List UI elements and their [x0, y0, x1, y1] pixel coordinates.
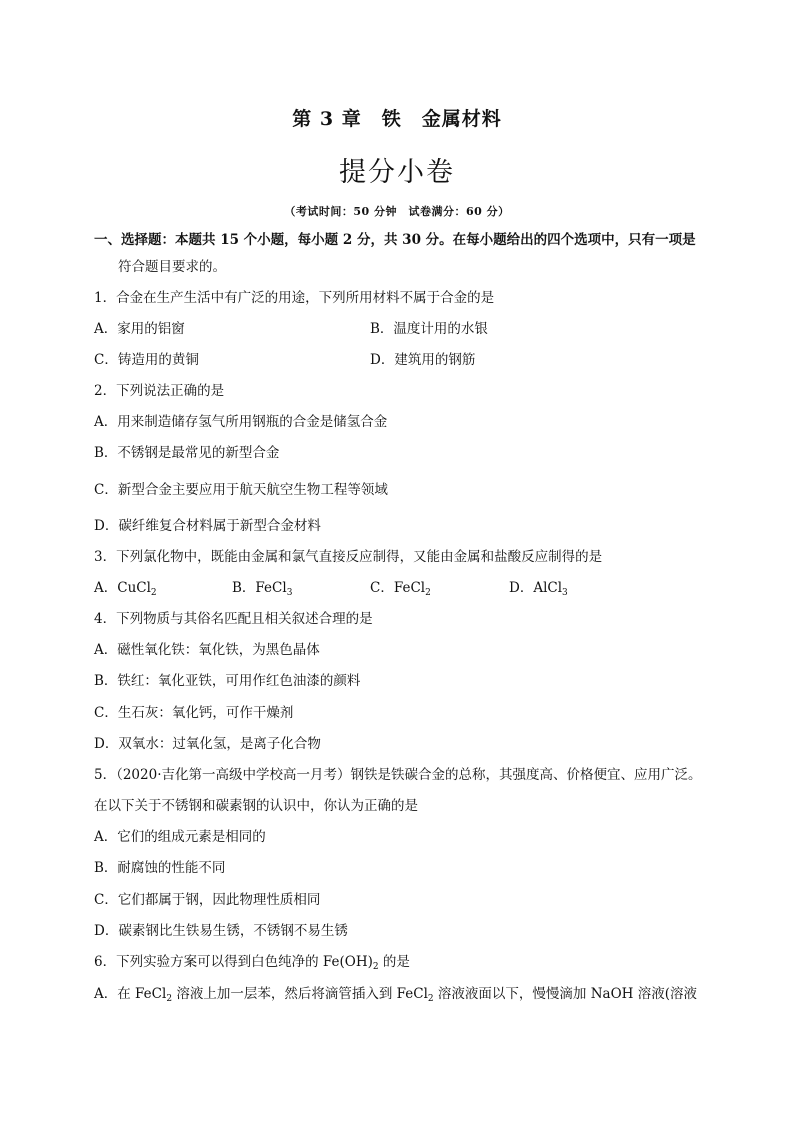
exam-info: （考试时间：50 分钟 试卷满分：60 分） [284, 205, 510, 218]
chapter-title: 第 3 章 铁 金属材料 [292, 108, 502, 130]
question-3-option-a: A．CuCl$_2$ [94, 580, 157, 598]
question-5-option-c: C．它们都属于钢，因此物理性质相同 [94, 892, 321, 908]
section-heading-cont: 符合题目要求的。 [118, 259, 226, 275]
question-2-option-a: A．用来制造储存氢气所用钢瓶的合金是储氢合金 [94, 414, 388, 430]
question-3-option-d: D．AlCl$_3$ [509, 580, 568, 598]
question-4-stem: 4．下列物质与其俗名匹配且相关叙述合理的是 [94, 611, 373, 627]
question-6-option-a: A．在 FeCl$_2$ 溶液上加一层苯，然后将滴管插入到 FeCl$_2$ 溶液液面以下，慢慢滴加 NaOH 溶液(溶液 [94, 986, 697, 1004]
question-1-option-d: D．建筑用的钢筋 [370, 352, 476, 368]
question-4-option-c: C．生石灰：氧化钙，可作干燥剂 [94, 705, 294, 721]
question-5-stem-cont: 在以下关于不锈钢和碳素钢的认识中，你认为正确的是 [94, 798, 418, 814]
question-2-stem: 2．下列说法正确的是 [94, 383, 225, 399]
question-3-option-c: C．FeCl$_2$ [370, 580, 431, 598]
question-3-option-b: B．FeCl$_3$ [232, 580, 293, 598]
page-title: 提分小卷 [339, 157, 455, 188]
question-1-option-c: C．铸造用的黄铜 [94, 352, 199, 368]
section-heading: 一、选择题：本题共 15 个小题，每小题 2 分，共 30 分。在每小题给出的四个选项中，只有一项是 [94, 232, 696, 248]
question-4-option-b: B．铁红：氧化亚铁，可用作红色油漆的颜料 [94, 673, 361, 689]
question-5-stem: 5．（2020·吉化第一高级中学校高一月考）钢铁是铁碳合金的总称，其强度高、价格便宜、应用广泛。 [94, 767, 702, 783]
question-4-option-d: D．双氧水：过氧化氢，是离子化合物 [94, 736, 321, 752]
question-1-stem: 1．合金在生产生活中有广泛的用途，下列所用材料不属于合金的是 [94, 290, 495, 306]
question-1-option-b: B．温度计用的水银 [370, 321, 488, 337]
question-6-stem: 6．下列实验方案可以得到白色纯净的 $Fe(OH)_2$ 的是 [94, 954, 410, 972]
question-2-option-d: D．碳纤维复合材料属于新型合金材料 [94, 518, 321, 534]
question-5-option-b: B．耐腐蚀的性能不同 [94, 860, 226, 876]
question-5-option-d: D．碳素钢比生铁易生锈，不锈钢不易生锈 [94, 923, 348, 939]
question-5-option-a: A．它们的组成元素是相同的 [94, 829, 266, 845]
question-1-option-a: A．家用的铝窗 [94, 321, 185, 337]
question-4-option-a: A．磁性氧化铁：氧化铁，为黑色晶体 [94, 642, 320, 658]
question-2-option-b: B．不锈钢是最常见的新型合金 [94, 445, 280, 461]
question-2-option-c: C．新型合金主要应用于航天航空生物工程等领域 [94, 482, 388, 498]
question-3-stem: 3．下列氯化物中，既能由金属和氯气直接反应制得，又能由金属和盐酸反应制得的是 [94, 549, 603, 565]
